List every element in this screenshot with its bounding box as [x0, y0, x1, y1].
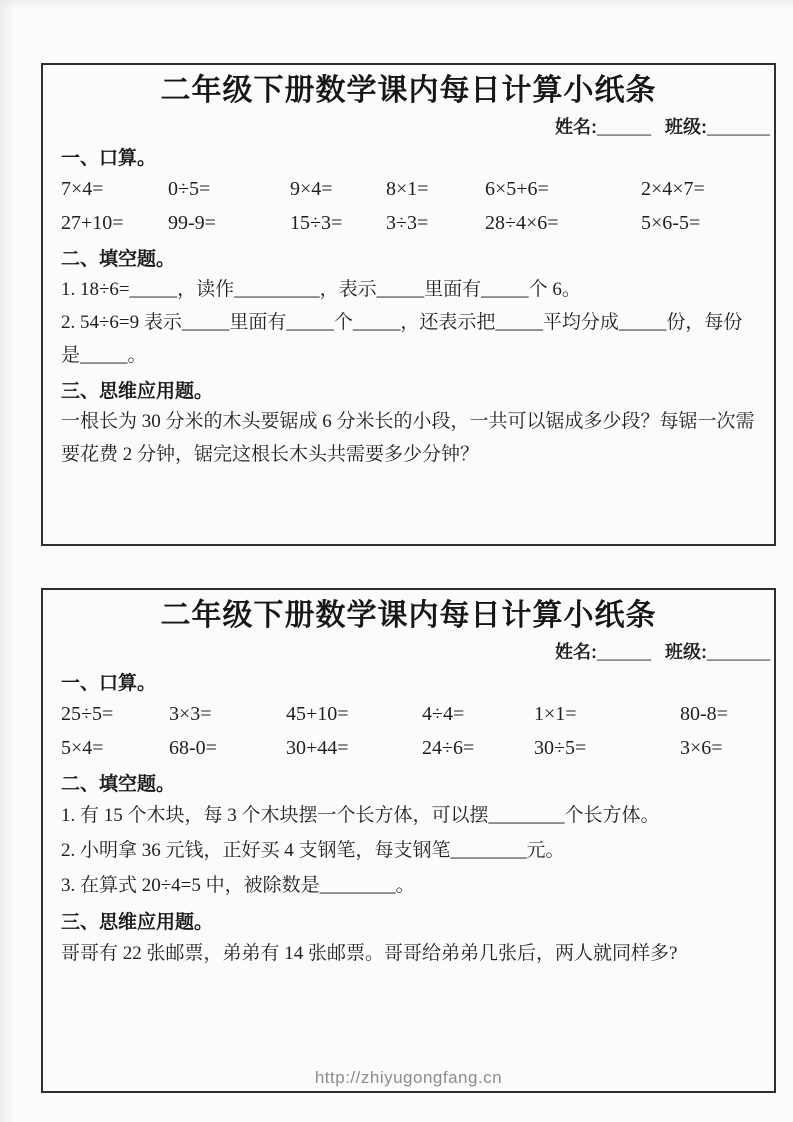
oral-problem: 15÷3=: [290, 212, 343, 234]
oral-problem: 68-0=: [169, 737, 217, 759]
oral-problem: 5×6-5=: [641, 212, 701, 234]
oral-row: [61, 731, 756, 765]
scan-edge-artifact-top: [0, 0, 793, 9]
class-blank: _______: [707, 117, 770, 137]
fill-blank-item: 2. 54÷6=9 表示_____里面有_____个_____，还表示把_____平均分成_____份，每份是_____。: [61, 312, 743, 366]
oral-problem: 25÷5=: [61, 703, 114, 725]
application-section-heading: 三、思维应用题。: [61, 381, 214, 402]
oral-row: [61, 172, 756, 206]
worksheet-card-2: [41, 588, 776, 1093]
oral-row: [61, 697, 756, 731]
fill-blank-item: 2. 小明拿 36 元钱，正好买 4 支钢笔，每支钢笔________元。: [61, 840, 565, 861]
scan-edge-artifact-left: [0, 0, 18, 1122]
oral-problem: 27+10=: [61, 212, 124, 234]
oral-problem: 2×4×7=: [641, 178, 705, 200]
oral-problem: 30÷5=: [534, 737, 587, 759]
name-label: 姓名:: [555, 117, 597, 137]
class-label: 班级:: [665, 117, 707, 137]
name-label: 姓名:: [555, 642, 597, 662]
oral-problem: 30+44=: [286, 737, 349, 759]
name-class-line: [61, 640, 770, 664]
name-class-line: [61, 115, 770, 139]
oral-problem: 5×4=: [61, 737, 104, 759]
application-problem-text: 一根长为 30 分米的木头要锯成 6 分米长的小段，一共可以锯成多少段？每锯一次需要花费 2 分钟，锯完这根长木头共需要多少分钟？: [61, 411, 755, 465]
oral-section-heading: 一、口算。: [61, 673, 157, 694]
class-label: 班级:: [665, 642, 707, 662]
oral-problem: 3÷3=: [386, 212, 429, 234]
worksheet-card-1: [41, 63, 776, 546]
fill-section-heading: 二、填空题。: [61, 774, 176, 795]
name-blank: ______: [597, 117, 651, 137]
fill-blank-item: 1. 有 15 个木块，每 3 个木块摆一个长方体，可以摆________个长方体。: [61, 805, 660, 826]
oral-problem: 80-8=: [680, 703, 728, 725]
oral-section-heading: 一、口算。: [61, 148, 157, 169]
oral-problem: 3×6=: [680, 737, 723, 759]
name-blank: ______: [597, 642, 651, 662]
oral-problem: 9×4=: [290, 178, 333, 200]
oral-problem: 1×1=: [534, 703, 577, 725]
oral-problem: 28÷4×6=: [485, 212, 559, 234]
oral-row: [61, 206, 756, 240]
oral-problem: 7×4=: [61, 178, 104, 200]
fill-blank-item: 1. 18÷6=_____，读作_________，表示_____里面有_____个 6。: [61, 279, 581, 300]
worksheet-title: 二年级下册数学课内每日计算小纸条: [160, 599, 657, 632]
oral-problem: 4÷4=: [422, 703, 465, 725]
oral-problem: 24÷6=: [422, 737, 475, 759]
oral-problem: 3×3=: [169, 703, 212, 725]
oral-problem: 0÷5=: [168, 178, 211, 200]
oral-problem: 45+10=: [286, 703, 349, 725]
application-section-heading: 三、思维应用题。: [61, 912, 214, 933]
oral-problem: 8×1=: [386, 178, 429, 200]
footer-url: http://zhiyugongfang.cn: [314, 1068, 503, 1087]
worksheet-title: 二年级下册数学课内每日计算小纸条: [160, 74, 657, 107]
oral-problem: 99-9=: [168, 212, 216, 234]
application-problem-text: 哥哥有 22 张邮票，弟弟有 14 张邮票。哥哥给弟弟几张后，两人就同样多?: [61, 943, 678, 964]
fill-section-heading: 二、填空题。: [61, 249, 176, 270]
class-blank: _______: [707, 642, 770, 662]
fill-blank-item: 3. 在算式 20÷4=5 中，被除数是________。: [61, 875, 415, 896]
oral-problem: 6×5+6=: [485, 178, 549, 200]
